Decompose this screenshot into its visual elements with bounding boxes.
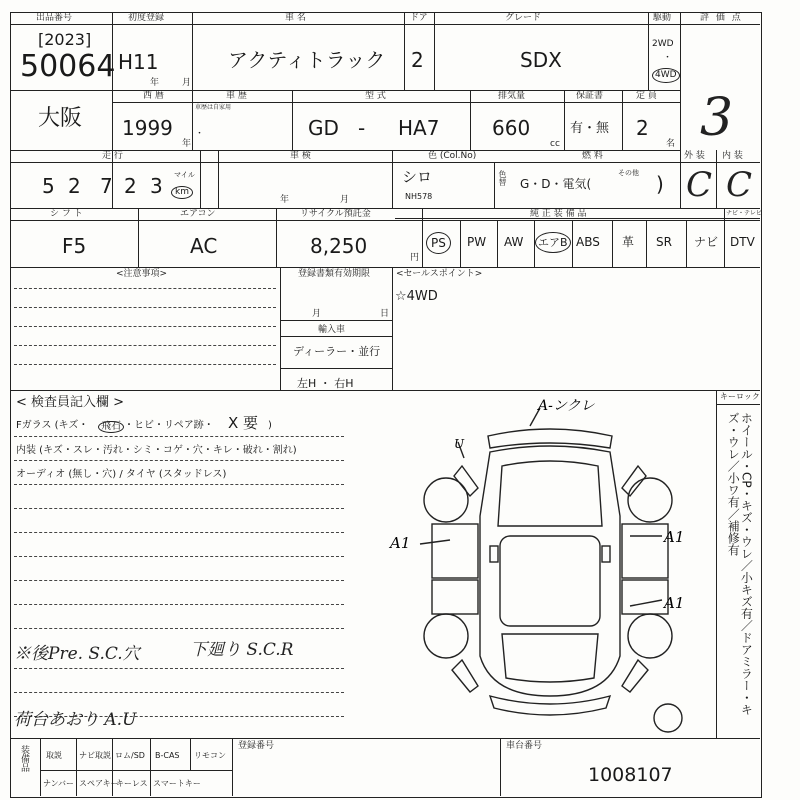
rear-window	[498, 461, 602, 526]
fglass-chip-circled: 飛石	[98, 421, 124, 433]
capacity-label: 定 員	[636, 91, 657, 101]
western-year-unit: 年	[182, 139, 192, 149]
fglass-suffix: ・ヒビ・リペア跡・	[124, 420, 214, 431]
exterior-value: C	[686, 165, 713, 205]
capacity-value: 2	[636, 116, 649, 140]
equipment-item: SR	[656, 235, 672, 249]
equipment-item: AW	[504, 235, 524, 249]
history-label: 車 歴	[226, 91, 247, 101]
handle-side: 左H ・ 右H	[297, 377, 354, 390]
history-mark: ・	[195, 129, 205, 139]
left-rear-door	[432, 524, 478, 578]
type-dash: -	[358, 116, 366, 140]
displacement-unit: cc	[550, 139, 560, 149]
caution-label: <注意事項>	[116, 269, 168, 279]
drive-4wd: 4WD	[652, 68, 680, 83]
import-label: 輸入車	[318, 325, 346, 335]
drive-2wd: 2WD	[652, 39, 674, 49]
score-value: 3	[700, 88, 734, 148]
fuel-close: )	[656, 172, 664, 196]
recycle-fee: 8,250	[310, 234, 368, 258]
diagram-left-mark: A1	[390, 534, 411, 552]
color-code: NH578	[405, 192, 433, 201]
fglass-prefix: Fガラス (キズ・	[16, 420, 89, 431]
first-reg-label: 初度登録	[128, 13, 165, 23]
accessory-item: キーレス	[116, 779, 148, 788]
mileage-digit: 7	[100, 174, 113, 198]
doors-label: ドア	[410, 13, 428, 23]
spare-tire	[654, 704, 682, 732]
equipment-item: ABS	[576, 235, 600, 249]
displacement-label: 排気量	[498, 91, 526, 101]
handwritten-note-2: 下廻り S.C.R	[190, 640, 294, 660]
tire-front-right	[628, 614, 672, 658]
model-name: アクティトラック	[228, 48, 386, 72]
equipment-item: PW	[467, 235, 487, 249]
year-code: [2023]	[38, 30, 92, 49]
roof	[500, 536, 600, 626]
shift-label: シ フ ト	[50, 209, 83, 219]
dealer-type: ディーラー・並行	[293, 345, 381, 358]
handwritten-note-3: 荷台あおり A.U	[14, 710, 137, 730]
type-code: HA7	[398, 116, 440, 140]
accessory-item: リモコン	[194, 751, 226, 760]
history-note: 車歴は自家用	[195, 104, 232, 111]
equipment-item: エアB	[535, 232, 571, 253]
mileage-label: 走 行	[102, 151, 123, 161]
accessory-label: 装備品	[19, 745, 29, 772]
mileage-digit: 2	[124, 174, 137, 198]
year-unit: 年	[150, 78, 160, 88]
accessory-item: B-CAS	[155, 751, 180, 760]
capacity-unit: 名	[666, 139, 676, 149]
model-name-label: 車 名	[285, 13, 306, 23]
interior-label: 内 装	[722, 151, 743, 161]
leader-left	[420, 540, 450, 544]
first-reg-value: H11	[118, 50, 159, 74]
interior-line: 内装 (キズ・スレ・汚れ・シミ・コゲ・穴・キレ・破れ・割れ)	[16, 445, 297, 456]
score-label: 評 価 点	[700, 13, 743, 23]
right-rear-door	[622, 524, 668, 578]
side-vertical-note: ホイール・CP・キズ・ウレ／小キズ有／ドアミラー・キズ・ウレ／小ワ有／補修有	[726, 412, 754, 716]
fglass-close: )	[268, 420, 272, 431]
diagram-corner-mark: U	[454, 437, 465, 451]
left-front-door	[432, 580, 478, 614]
warranty-value: 有・無	[570, 121, 610, 136]
mile-unit: マイル	[174, 171, 195, 179]
left-rear-fender	[454, 466, 478, 496]
drive-label: 駆動	[653, 13, 672, 23]
fuel-label: 燃 料	[582, 151, 603, 161]
km-unit: km	[171, 186, 193, 199]
right-rear-fender	[622, 466, 646, 496]
interior-value: C	[726, 165, 753, 205]
diagram-right-mark-1: A1	[664, 528, 685, 546]
accessory-item: ロム/SD	[115, 751, 145, 760]
sales-point-label: <セールスポイント>	[396, 269, 483, 279]
rear-bumper	[488, 429, 612, 448]
keylock-label: キーロック	[720, 392, 760, 401]
equipment-item: DTV	[730, 235, 755, 249]
type-label: 型 式	[365, 91, 386, 101]
equipment-item: PS	[426, 232, 451, 254]
left-front-fender	[452, 660, 478, 692]
leader-right-2	[630, 600, 662, 606]
audio-tire-line: オーディオ (無し・穴) / タイヤ (スタッドレス)	[16, 469, 227, 480]
western-year-label: 西 暦	[143, 91, 164, 101]
color-value: シロ	[402, 168, 433, 186]
chassis-number: 1008107	[588, 764, 673, 786]
right-mirror	[602, 546, 610, 562]
shift-value: F5	[62, 234, 87, 258]
tire-front-left	[424, 614, 468, 658]
tire-rear-right	[628, 478, 672, 522]
mileage-digit: 5	[42, 174, 55, 198]
diagram-top-mark: A-ンクレ	[538, 398, 595, 414]
ac-label: エアコン	[180, 209, 216, 219]
windshield	[502, 634, 598, 682]
equipment-label: 純 正 装 備 品	[530, 209, 587, 219]
mileage-digit: 2	[68, 174, 81, 198]
mileage-digit: 3	[150, 174, 163, 198]
recycle-label: リサイクル預託金	[300, 209, 371, 219]
navi-tv-label: ナビ・テレビ	[726, 210, 762, 217]
region: 大阪	[38, 106, 83, 131]
grade-value: SDX	[520, 48, 562, 72]
equipment-item: 革	[622, 235, 635, 249]
lot-number: 50064	[20, 49, 116, 84]
inspection-label: 車 検	[290, 151, 311, 161]
displacement-value: 660	[492, 116, 531, 140]
accessory-item: 取説	[46, 751, 62, 760]
accessory-item: ナビ取説	[79, 751, 111, 760]
inspection-month-unit: 月	[340, 195, 350, 205]
registration-month: 月	[312, 309, 322, 319]
registration-day: 日	[380, 309, 390, 319]
sales-point: ☆4WD	[395, 289, 438, 304]
month-unit: 月	[182, 78, 192, 88]
left-mirror	[490, 546, 498, 562]
fuel-value: G・D・電気(	[520, 177, 592, 191]
right-front-door	[622, 580, 668, 614]
ac-value: AC	[190, 234, 218, 258]
type-prefix: GD	[308, 116, 339, 140]
front-bumper	[490, 696, 610, 715]
exterior-label: 外 装	[684, 151, 705, 161]
doors-value: 2	[411, 48, 424, 72]
accessory-item: ナンバー	[43, 779, 75, 788]
color-label: 色 (Col.No)	[428, 151, 477, 161]
western-year: 1999	[122, 116, 173, 140]
fuel-other: その他	[618, 169, 639, 177]
grade-label: グレード	[505, 13, 542, 23]
yen-unit: 円	[410, 253, 420, 263]
car-diagram	[380, 396, 710, 736]
drive-separator: ・	[663, 53, 673, 63]
lot-label: 出品番号	[36, 13, 73, 23]
registration-label: 登録書類有効期限	[298, 269, 371, 279]
fglass-mark: X 要	[228, 414, 259, 432]
diagram-right-mark-2: A1	[664, 594, 685, 612]
reg-number-label: 登録番号	[238, 741, 275, 751]
accessory-item: スマートキー	[153, 779, 201, 788]
warranty-label: 保証書	[576, 91, 604, 101]
handwritten-note-1: ※後Pre. S.C.穴	[14, 644, 140, 664]
inspection-year-unit: 年	[280, 195, 290, 205]
inspector-title: < 検査員記入欄 >	[16, 395, 125, 410]
equipment-item: ナビ	[694, 235, 719, 249]
right-front-fender	[622, 660, 648, 692]
chassis-label: 車台番号	[506, 741, 543, 751]
accessory-item: スペアキー	[79, 779, 119, 788]
color-change-label: 色替	[498, 170, 507, 186]
